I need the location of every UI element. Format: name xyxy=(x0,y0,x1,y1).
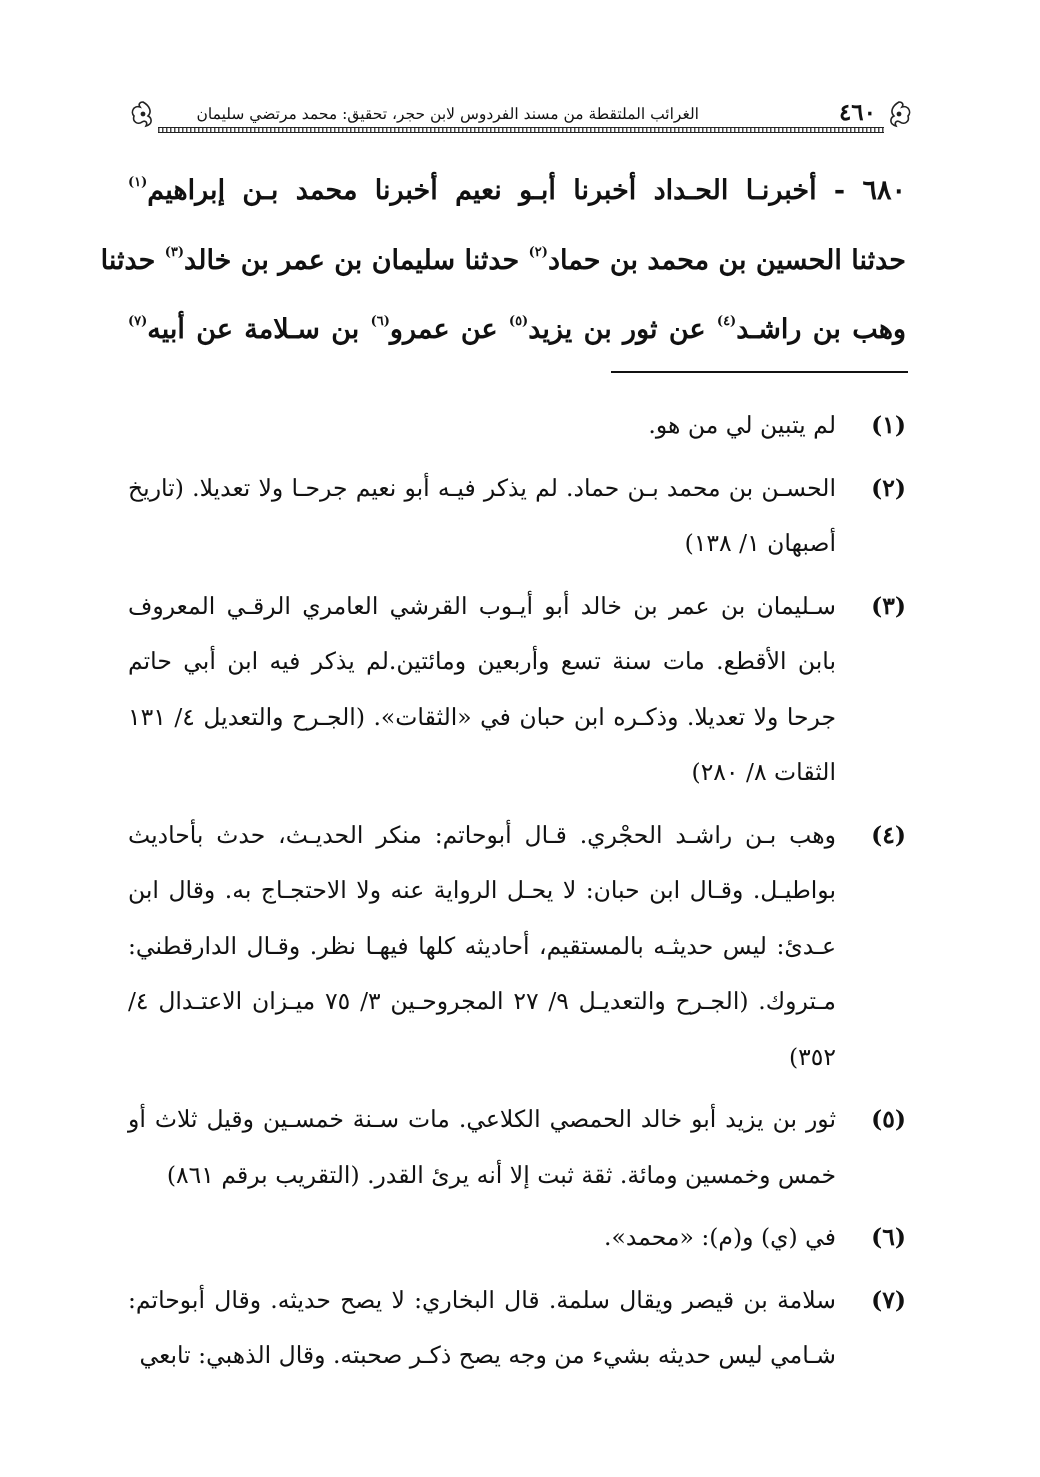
ornament-left-icon xyxy=(128,100,158,128)
footnote xyxy=(128,1273,906,1384)
hadith-text xyxy=(100,152,907,361)
footnotes xyxy=(128,398,906,1384)
footnote-text: سـليمان بن عمر بن خالد أبو أيـوب القرشي العامري الرقـي المعروف بابن الأقطع. مات سنة تسع وأربعين ومائتين.لم يذكر فيه ابن أبي حاتم جرحا ولا تعديلا. وذكـره ابن حبان في «الثقات». (الجـرح والتعديل ٤/ ١٣١ الثقات ٨/ ٢٨٠) xyxy=(128,591,837,786)
footnote-text: سلامة بن قيصر ويقال سلمة. قال البخاري: لا يصح حديثه. وقال أبوحاتم: شـامي ليس حديثه بشيء من وجه يصح ذكـر صحبته. وقال الذهبي: تابعي xyxy=(128,1285,836,1369)
hadith-text-segment: ٦٨٠ - أخبرنـا الحـداد أخبرنا أبـو نعيم أخبرنا محمد بـن إبراهيم xyxy=(147,175,907,206)
hadith-text-segment: وهب بن راشـد xyxy=(736,314,906,345)
footnote-ref: (٢) xyxy=(528,244,548,260)
hadith-text-segment: عن عمرو xyxy=(389,314,509,345)
hadith-text-segment: حدثنا xyxy=(100,244,165,276)
hadith-line-1 xyxy=(128,152,906,222)
footnote xyxy=(128,1210,906,1266)
hadith-line-3 xyxy=(128,291,906,361)
footnote xyxy=(128,808,906,1086)
footnote-text: وهب بـن راشـد الحجْري. قـال أبوحاتم: منكر الحديـث، حدث بأحاديث بواطيـل. وقـال ابن حبان: لا يحـل الرواية عنه ولا الاحتجـاج به. وقال ابن عـدئ: ليس حديثـه بالمستقيم، أحاديثه كلها فيهـا نظر. وقـال الدارقطني: مـتروك. (الجـرح والتعديـل ٩/ ٢٧ المجروحـين ٣/ ٧٥ ميـزان الاعتـدال ٤/ ٣٥٢) xyxy=(128,820,837,1071)
hadith-text-segment: حدثنا سليمان بن عمر بن خالد xyxy=(184,244,529,276)
footnote-ref: (٣) xyxy=(164,244,185,260)
ornament-right-icon xyxy=(884,100,914,128)
hadith-text-segment: بن سـلامة عن أبيه xyxy=(147,314,371,345)
footnote-separator xyxy=(611,371,908,373)
footnote xyxy=(128,398,906,454)
hadith-text-segment: حدثنا الحسين بن محمد بن حماد xyxy=(547,244,906,276)
header-rule xyxy=(158,127,884,133)
footnote-number: (٣) xyxy=(871,591,906,620)
footnote xyxy=(128,579,906,801)
running-title: الغرائب الملتقطة من مسند الفردوس لابن حجر، تحقيق: محمد مرتضي سليمان xyxy=(196,105,699,123)
footnote xyxy=(128,461,906,572)
footnote-text: الحسـن بن محمد بـن حماد. لم يذكر فيـه أبو نعيم جرحـا ولا تعديلا. (تاريخ أصبهان ١/ ١٣٨) xyxy=(128,473,836,557)
footnote-number: (٦) xyxy=(871,1223,906,1251)
footnote-ref: (٧) xyxy=(128,314,148,329)
running-header xyxy=(128,98,914,134)
footnote-number: (١) xyxy=(871,411,906,439)
footnote-number: (٥) xyxy=(871,1105,906,1133)
footnote-number: (٢) xyxy=(871,473,906,502)
footnote-ref: (٥) xyxy=(508,314,529,329)
footnote-text: لم يتبين لي من هو. xyxy=(648,411,836,439)
footnote-text: في (ي) و(م): «محمد». xyxy=(603,1223,836,1251)
footnote xyxy=(128,1092,906,1203)
footnote-ref: (٤) xyxy=(716,314,737,329)
hadith-line-2 xyxy=(100,222,906,292)
footnote-text: ثور بن يزيد أبو خالد الحمصي الكلاعي. مات سـنة خمسـين وقيل ثلاث أو خمس وخمسين ومائة. ثقة ثبت إلا أنه يرئ القدر. (التقريب برقم ٨٦١) xyxy=(128,1105,836,1189)
footnote-number: (٤) xyxy=(871,820,906,849)
footnote-ref: (١) xyxy=(128,175,148,190)
footnote-number: (٧) xyxy=(871,1285,906,1314)
footnote-ref: (٦) xyxy=(370,314,390,329)
hadith-text-segment: عن ثور بن يزيد xyxy=(528,314,717,345)
page-number: ٤٦٠ xyxy=(838,99,876,126)
